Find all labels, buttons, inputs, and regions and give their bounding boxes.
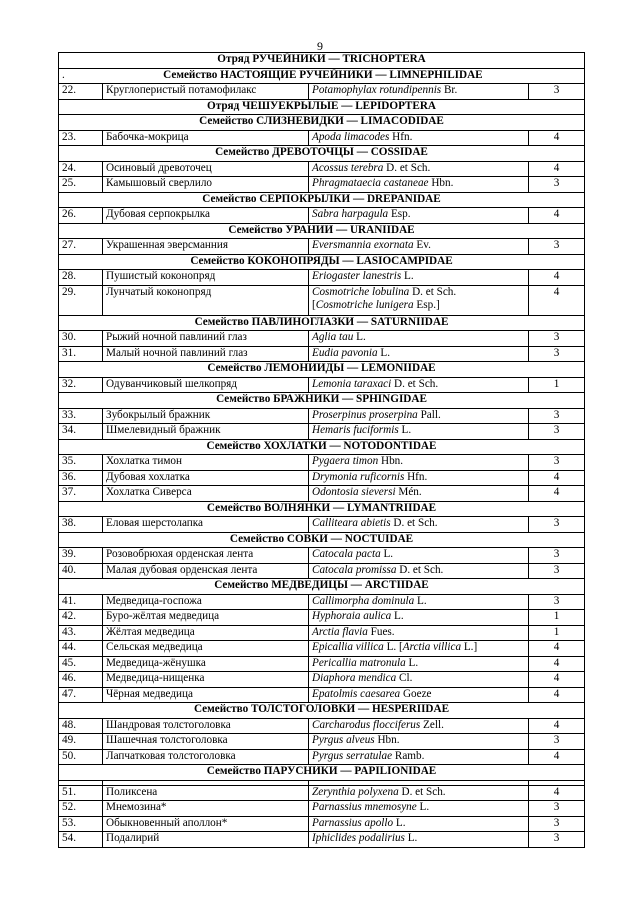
species-row: [59, 801, 585, 817]
latin-author: D. et Sch.: [398, 785, 446, 798]
species-latin-name: [309, 455, 529, 471]
species-row: [59, 832, 585, 848]
status-category: 1: [529, 377, 585, 393]
species-latin-name: [309, 424, 529, 440]
species-row: [59, 749, 585, 765]
species-number: 29.: [59, 285, 103, 315]
latin-binomial: Zerynthia polyxena: [312, 785, 399, 798]
synonym-author: L.]: [461, 641, 478, 653]
species-latin-name: [309, 161, 529, 177]
latin-binomial: Carcharodus flocciferus: [312, 718, 421, 731]
species-russian-name: Рыжий ночной павлиний глаз: [103, 331, 309, 347]
species-number: 30.: [59, 331, 103, 347]
species-russian-name: Лунчатый коконопряд: [103, 285, 309, 315]
status-category: 4: [529, 208, 585, 224]
species-number: 28.: [59, 270, 103, 286]
page-number: 9: [317, 39, 323, 53]
species-russian-name: Шандровая толстоголовка: [103, 718, 309, 734]
species-number: 39.: [59, 548, 103, 564]
section-header-text: Отряд ЧЕШУЕКРЫЛЫЕ — LEPIDOPTERA: [207, 99, 436, 112]
species-number: 24.: [59, 161, 103, 177]
species-russian-name: Дубовая хохлатка: [103, 470, 309, 486]
species-row: [59, 346, 585, 362]
status-category: 4: [529, 641, 585, 657]
latin-binomial: Hemaris fuciformis: [312, 424, 399, 436]
status-category: 1: [529, 625, 585, 641]
status-category: 4: [529, 687, 585, 703]
latin-binomial: Diaphora mendica: [312, 672, 397, 684]
species-number: 22.: [59, 84, 103, 100]
section-header-text: Семейство БРАЖНИКИ — SPHINGIDAE: [216, 393, 427, 405]
section-header: [59, 68, 585, 84]
latin-binomial: Epatolmis caesarea: [312, 687, 401, 700]
status-category: 3: [529, 455, 585, 471]
latin-author: Hbn.: [378, 455, 404, 467]
latin-binomial: Proserpinus proserpina: [312, 408, 418, 421]
species-number: 45.: [59, 656, 103, 672]
species-latin-name: [309, 270, 529, 286]
latin-author: Hbn.: [428, 177, 454, 189]
latin-author: D. et Sch.: [396, 563, 444, 576]
species-russian-name: Подалирий: [103, 832, 309, 848]
species-row: [59, 486, 585, 502]
status-category: 3: [529, 177, 585, 193]
latin-author: Cl.: [396, 672, 413, 684]
species-russian-name: Розовобрюхая орденская лента: [103, 548, 309, 564]
latin-author: L.: [398, 424, 412, 436]
section-header-row: [59, 146, 585, 162]
latin-author: Hbn.: [374, 734, 400, 746]
section-header: [59, 579, 585, 595]
species-russian-name: Украшенная эверсманния: [103, 239, 309, 255]
section-header-text: Семейство ПАВЛИНОГЛАЗКИ — SATURNIIDAE: [194, 315, 449, 328]
status-category: 3: [529, 816, 585, 832]
species-russian-name: Малая дубовая орденская лента: [103, 563, 309, 579]
latin-binomial: Catocala pacta: [312, 548, 381, 560]
section-header-text: Отряд РУЧЕЙНИКИ — TRICHOPTERA: [217, 53, 426, 65]
species-row: [59, 563, 585, 579]
species-row: [59, 687, 585, 703]
latin-binomial: Acossus terebra: [312, 161, 384, 174]
species-row: [59, 84, 585, 100]
species-latin-name: [309, 239, 529, 255]
species-latin-name: [309, 377, 529, 393]
latin-author: L.: [391, 610, 404, 622]
species-russian-name: Медведица-нищенка: [103, 672, 309, 688]
latin-binomial: Parnassius apollo: [312, 816, 394, 829]
section-header-row: [59, 362, 585, 378]
section-header-row: [59, 532, 585, 548]
latin-author: Ev.: [413, 239, 431, 251]
species-row: [59, 548, 585, 564]
latin-binomial: Catocala promissa: [312, 563, 397, 576]
species-latin-name: [309, 687, 529, 703]
status-category: 4: [529, 718, 585, 734]
species-number: 44.: [59, 641, 103, 657]
species-russian-name: Дубовая серпокрылка: [103, 208, 309, 224]
latin-binomial: Lemonia taraxaci: [312, 377, 392, 390]
latin-binomial: Cosmotriche lobulina: [312, 285, 410, 298]
species-number: 31.: [59, 346, 103, 362]
species-number: 47.: [59, 687, 103, 703]
species-number: 23.: [59, 130, 103, 146]
species-row: [59, 470, 585, 486]
status-category: 4: [529, 270, 585, 286]
section-header-text: Семейство ТОЛСТОГОЛОВКИ — HESPERIIDAE: [193, 703, 450, 715]
species-russian-name: Обыкновенный аполлон*: [103, 816, 309, 832]
species-row: [59, 208, 585, 224]
species-russian-name: Жёлтая медведица: [103, 625, 309, 641]
species-number: 32.: [59, 377, 103, 393]
species-number: 52.: [59, 801, 103, 817]
species-number: 36.: [59, 470, 103, 486]
section-header: [59, 192, 585, 208]
latin-author: L.: [393, 816, 406, 829]
latin-author: L.: [414, 594, 427, 607]
section-header: [59, 439, 585, 455]
species-row: [59, 610, 585, 626]
species-row: [59, 377, 585, 393]
synonym-binomial: Cosmotriche lunigera: [315, 299, 414, 312]
species-russian-name: Чёрная медведица: [103, 687, 309, 703]
species-row: [59, 331, 585, 347]
latin-author: Mén.: [395, 486, 422, 498]
species-row: [59, 785, 585, 801]
section-header: [59, 53, 585, 69]
species-latin-name: [309, 470, 529, 486]
species-table: [58, 52, 585, 848]
species-row: [59, 625, 585, 641]
section-header: [59, 501, 585, 517]
species-russian-name: Буро-жёлтая медведица: [103, 610, 309, 626]
species-russian-name: Шмелевидный бражник: [103, 424, 309, 440]
section-header: [59, 703, 585, 719]
species-latin-name: [309, 563, 529, 579]
species-row: [59, 424, 585, 440]
latin-binomial: Pyrgus alveus: [312, 734, 375, 746]
species-row: [59, 285, 585, 315]
section-header: [59, 254, 585, 270]
section-header-text: Семейство СЕРПОКРЫЛКИ — DREPANIDAE: [202, 192, 441, 205]
status-category: 1: [529, 610, 585, 626]
latin-author: L.: [416, 801, 430, 813]
species-row: [59, 408, 585, 424]
section-header-row: [59, 579, 585, 595]
species-russian-name: Еловая шерстолапка: [103, 517, 309, 533]
species-number: 42.: [59, 610, 103, 626]
latin-author: L. [: [383, 641, 403, 653]
species-latin-name: [309, 408, 529, 424]
species-row: [59, 239, 585, 255]
latin-author: D. et Sch.: [390, 517, 438, 529]
section-header: [59, 393, 585, 409]
latin-author: Hfn.: [389, 130, 413, 143]
status-category: 4: [529, 130, 585, 146]
status-category: 4: [529, 470, 585, 486]
section-header-row: [59, 501, 585, 517]
species-latin-name: [309, 331, 529, 347]
species-latin-name: [309, 832, 529, 848]
latin-binomial: Potamophylax rotundipennis: [312, 84, 442, 96]
latin-binomial: Epicallia villica: [312, 641, 384, 653]
species-russian-name: Шашечная толстоголовка: [103, 734, 309, 750]
species-latin-name: [309, 785, 529, 801]
species-russian-name: Хохлатка Сиверса: [103, 486, 309, 502]
status-category: 3: [529, 801, 585, 817]
status-category: 3: [529, 832, 585, 848]
species-row: [59, 161, 585, 177]
latin-binomial: Pyrgus serratulae: [312, 749, 393, 762]
latin-author: Hfn.: [404, 470, 428, 483]
section-header-row: [59, 765, 585, 781]
species-number: 50.: [59, 749, 103, 765]
species-row: [59, 594, 585, 610]
species-russian-name: Пушистый коконопряд: [103, 270, 309, 286]
latin-binomial: Iphiclides podalirius: [312, 832, 405, 844]
species-russian-name: Хохлатка тимон: [103, 455, 309, 471]
species-number: 49.: [59, 734, 103, 750]
latin-binomial: Aglia tau: [312, 331, 354, 343]
status-category: 4: [529, 656, 585, 672]
latin-author: Zell.: [420, 718, 444, 731]
synonym-author: Esp.]: [413, 299, 440, 312]
species-number: 35.: [59, 455, 103, 471]
species-latin-name: [309, 610, 529, 626]
species-latin-name: [309, 801, 529, 817]
section-header: [59, 532, 585, 548]
species-number: 43.: [59, 625, 103, 641]
status-category: 3: [529, 424, 585, 440]
species-latin-name: [309, 718, 529, 734]
species-russian-name: Бабочка-мокрица: [103, 130, 309, 146]
species-russian-name: Медведица-жёнушка: [103, 656, 309, 672]
section-header-row: [59, 192, 585, 208]
status-category: 3: [529, 408, 585, 424]
latin-binomial: Callimorpha dominula: [312, 594, 415, 607]
species-russian-name: Осиновый древоточец: [103, 161, 309, 177]
species-table-body: [59, 53, 585, 848]
species-latin-name: [309, 656, 529, 672]
status-category: 3: [529, 239, 585, 255]
latin-binomial: Hyphoraia aulica: [312, 610, 392, 622]
species-number: 27.: [59, 239, 103, 255]
latin-binomial: Odontosia sieversi: [312, 486, 396, 498]
species-russian-name: Одуванчиковый шелкопряд: [103, 377, 309, 393]
latin-author: Fues.: [367, 625, 395, 638]
section-header-row: [59, 315, 585, 331]
section-header-row: [59, 254, 585, 270]
species-number: 26.: [59, 208, 103, 224]
latin-binomial: Eversmannia exornata: [312, 239, 414, 251]
species-latin-name: [309, 285, 529, 315]
section-header-row: [59, 703, 585, 719]
species-russian-name: Камышовый сверлило: [103, 177, 309, 193]
species-latin-name: [309, 486, 529, 502]
latin-author: Ramb.: [392, 749, 425, 762]
status-category: 3: [529, 346, 585, 362]
status-category: 4: [529, 672, 585, 688]
status-category: 3: [529, 563, 585, 579]
section-header-row: [59, 393, 585, 409]
species-row: [59, 672, 585, 688]
header-prefix: .: [62, 68, 65, 81]
latin-author: D. et Sch.: [391, 377, 439, 390]
species-latin-name: [309, 672, 529, 688]
species-russian-name: Лапчатковая толстоголовка: [103, 749, 309, 765]
status-category: 3: [529, 84, 585, 100]
section-header-row: [59, 53, 585, 69]
section-header-text: Семейство ХОХЛАТКИ — NOTODONTIDAE: [206, 439, 437, 452]
latin-author: L.: [401, 270, 414, 282]
species-latin-name: [309, 517, 529, 533]
synonym-bracket: [: [312, 299, 316, 312]
latin-author: D. et Sch.: [409, 285, 457, 298]
latin-binomial: Phragmataecia castaneae: [312, 177, 429, 189]
species-number: 48.: [59, 718, 103, 734]
section-header-text: Семейство ДРЕВОТОЧЦЫ — COSSIDAE: [215, 146, 428, 158]
section-header: [59, 115, 585, 131]
latin-binomial: Sabra harpagula: [312, 208, 389, 220]
latin-binomial: Drymonia ruficornis: [312, 470, 405, 483]
species-latin-name: [309, 625, 529, 641]
section-header-text: Семейство ВОЛНЯНКИ — LYMANTRIIDAE: [206, 501, 437, 514]
latin-binomial: Eudia pavonia: [312, 346, 378, 359]
status-category: 3: [529, 734, 585, 750]
species-number: 41.: [59, 594, 103, 610]
status-category: 4: [529, 161, 585, 177]
species-row: [59, 816, 585, 832]
species-latin-name: [309, 548, 529, 564]
species-latin-name: [309, 177, 529, 193]
latin-binomial: Arctia flavia: [312, 625, 368, 638]
section-header-text: Семейство СОВКИ — NOCTUIDAE: [229, 532, 414, 545]
species-number: 37.: [59, 486, 103, 502]
latin-binomial: Pericallia matronula: [312, 656, 406, 669]
section-header-row: [59, 439, 585, 455]
section-header-row: [59, 115, 585, 131]
species-number: 46.: [59, 672, 103, 688]
section-header-row: [59, 223, 585, 239]
species-row: [59, 130, 585, 146]
latin-author: D. et Sch.: [383, 161, 431, 174]
species-russian-name: Малый ночной павлиний глаз: [103, 346, 309, 362]
section-header-text: Семейство СЛИЗНЕВИДКИ — LIMACODIDAE: [199, 115, 444, 127]
species-russian-name: Медведица-госпожа: [103, 594, 309, 610]
status-category: 4: [529, 749, 585, 765]
species-row: [59, 177, 585, 193]
species-latin-name: [309, 734, 529, 750]
status-category: 4: [529, 785, 585, 801]
status-category: 3: [529, 331, 585, 347]
latin-binomial: Calliteara abietis: [312, 517, 391, 529]
latin-author: Esp.: [388, 208, 411, 220]
section-header-text: Семейство МЕДВЕДИЦЫ — ARCTIIDAE: [214, 579, 429, 591]
latin-binomial: Apoda limacodes: [312, 130, 390, 143]
species-russian-name: Круглоперистый потамофилакс: [103, 84, 309, 100]
species-latin-name: [309, 84, 529, 100]
species-russian-name: Поликсена: [103, 785, 309, 801]
latin-author: Goeze: [400, 687, 432, 700]
species-russian-name: Мнемозина*: [103, 801, 309, 817]
status-category: 4: [529, 486, 585, 502]
status-category: 3: [529, 548, 585, 564]
species-row: [59, 656, 585, 672]
species-number: 40.: [59, 563, 103, 579]
latin-binomial: Parnassius mnemosyne: [312, 801, 417, 813]
latin-author: L.: [353, 331, 366, 343]
species-row: [59, 734, 585, 750]
section-header-text: Семейство КОКОНОПРЯДЫ — LASIOCAMPIDAE: [190, 254, 453, 267]
latin-author: Pall.: [417, 408, 441, 421]
synonym-binomial: Arctia villica: [402, 641, 462, 653]
species-latin-name: [309, 208, 529, 224]
species-row: [59, 718, 585, 734]
section-header: [59, 315, 585, 331]
section-header-row: [59, 99, 585, 115]
species-russian-name: Сельская медведица: [103, 641, 309, 657]
latin-binomial: Eriogaster lanestris: [312, 270, 402, 282]
latin-author: Br.: [441, 84, 458, 96]
species-number: 51.: [59, 785, 103, 801]
species-row: [59, 270, 585, 286]
status-category: 4: [529, 285, 585, 315]
species-row: [59, 455, 585, 471]
section-header-text: Семейство ЛЕМОНИИДЫ — LEMONIIDAE: [207, 362, 436, 374]
section-header: [59, 223, 585, 239]
species-row: [59, 641, 585, 657]
species-number: 53.: [59, 816, 103, 832]
section-header: [59, 362, 585, 378]
species-latin-name: [309, 816, 529, 832]
species-latin-name: [309, 641, 529, 657]
species-russian-name: Зубокрылый бражник: [103, 408, 309, 424]
species-latin-name: [309, 130, 529, 146]
status-category: 3: [529, 594, 585, 610]
latin-binomial: Pygaera timon: [312, 455, 379, 467]
species-number: 33.: [59, 408, 103, 424]
species-row: [59, 517, 585, 533]
species-latin-name: [309, 346, 529, 362]
species-latin-name: [309, 749, 529, 765]
status-category: 3: [529, 517, 585, 533]
species-number: 25.: [59, 177, 103, 193]
latin-author: L.: [380, 548, 394, 560]
section-header: [59, 146, 585, 162]
section-header-row: [59, 68, 585, 84]
species-number: 54.: [59, 832, 103, 848]
species-latin-name: [309, 594, 529, 610]
species-number: 34.: [59, 424, 103, 440]
latin-author: L.: [377, 346, 391, 359]
species-number: 38.: [59, 517, 103, 533]
section-header: [59, 765, 585, 781]
latin-author: L.: [404, 832, 418, 844]
latin-author: L.: [405, 656, 419, 669]
section-header-text: Семейство НАСТОЯЩИЕ РУЧЕЙНИКИ — LIMNEPHILIDAE: [163, 68, 483, 81]
section-header-text: Семейство ПАРУСНИКИ — PAPILIONIDAE: [206, 765, 437, 777]
section-header-text: Семейство УРАНИИ — URANIIDAE: [228, 223, 415, 236]
section-header: [59, 99, 585, 115]
